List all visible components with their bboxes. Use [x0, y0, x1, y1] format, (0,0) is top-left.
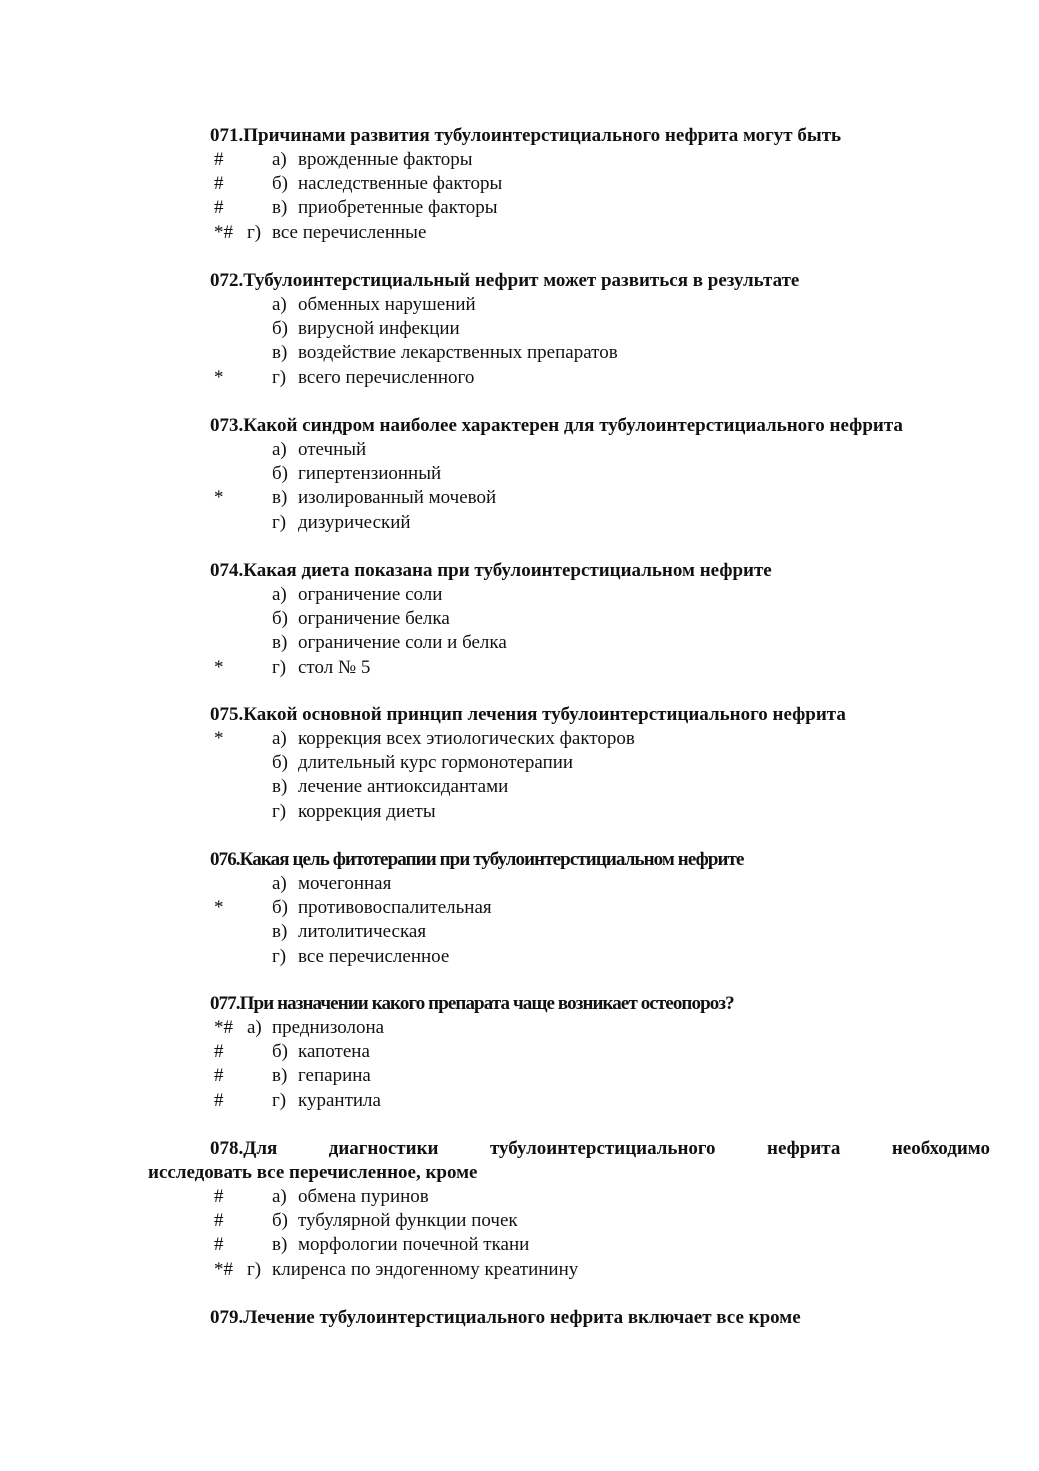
answer-option	[210, 317, 990, 341]
answer-option	[210, 872, 990, 896]
option-letter: а)	[272, 149, 287, 170]
option-text: стол № 5	[298, 656, 371, 678]
option-text: длительный курс гормонотерапии	[298, 752, 574, 774]
option-text: наследственные факторы	[298, 173, 503, 195]
option-text: ограничение соли и белка	[298, 632, 507, 654]
answer-mark: #	[214, 1234, 224, 1256]
answer-option	[210, 1233, 990, 1257]
option-text: все перечисленные	[272, 221, 427, 243]
answer-option	[210, 1064, 990, 1088]
option-text: противовоспалительная	[298, 897, 492, 919]
question-title: 072.Тубулоинтерстициальный нефрит может развиться в результате	[210, 270, 800, 291]
question-079	[210, 1306, 990, 1330]
option-letter: б)	[272, 608, 288, 630]
answer-mark: *#	[214, 1017, 233, 1038]
option-letter: а)	[272, 439, 287, 460]
title-word: 078.Для	[210, 1138, 278, 1159]
option-text: всего перечисленного	[298, 366, 475, 388]
title-word: необходимо	[891, 1138, 990, 1159]
answer-option	[210, 172, 990, 196]
answer-mark: #	[214, 1089, 224, 1111]
option-text: гипертензионный	[298, 463, 442, 485]
option-letter: в)	[272, 1065, 288, 1087]
option-letter: г)	[247, 1258, 262, 1280]
answer-option	[210, 945, 990, 969]
option-letter: г)	[272, 945, 287, 967]
title-word: тубулоинтерстициального	[489, 1138, 716, 1159]
option-text: ограничение белка	[298, 608, 450, 630]
question-075	[210, 703, 990, 824]
question-title: 073.Какой синдром наиболее характерен для тубулоинтерстициального нефрита	[210, 415, 903, 436]
question-title-line-2: исследовать все перечисленное, кроме	[148, 1162, 478, 1183]
option-text: ограничение соли	[298, 584, 443, 605]
option-letter: в)	[272, 342, 288, 364]
option-letter: б)	[272, 1210, 288, 1232]
answer-option-correct	[210, 896, 990, 920]
option-letter: б)	[272, 1041, 288, 1063]
option-text: обмена пуринов	[298, 1186, 429, 1207]
option-letter: а)	[247, 1017, 262, 1038]
answer-option-correct	[210, 1016, 990, 1040]
option-text: все перечисленное	[298, 945, 450, 967]
option-text: отечный	[298, 439, 367, 460]
answer-mark: #	[214, 149, 224, 170]
option-letter: в)	[272, 632, 288, 654]
option-text: изолированный мочевой	[298, 487, 497, 509]
option-text: морфологии почечной ткани	[298, 1234, 530, 1256]
answer-option	[210, 293, 990, 317]
question-title: 076.Какая цель фитотерапии при тубулоинтерстициальном нефрите	[210, 849, 744, 870]
question-072	[210, 269, 990, 390]
answer-option	[210, 438, 990, 462]
answer-option-correct	[210, 486, 990, 510]
option-text: преднизолона	[272, 1017, 385, 1038]
option-letter: б)	[272, 173, 288, 195]
answer-mark: #	[214, 1186, 224, 1207]
answer-option	[210, 196, 990, 220]
answer-option	[210, 583, 990, 607]
answer-option	[210, 1040, 990, 1064]
question-title: 079.Лечение тубулоинтерстициального нефрита включает все кроме	[210, 1307, 801, 1328]
answer-mark: #	[214, 197, 224, 219]
answer-option	[210, 800, 990, 824]
question-title: 075.Какой основной принцип лечения тубулоинтерстициального нефрита	[210, 704, 846, 725]
answer-mark: *	[214, 366, 224, 388]
answer-option	[210, 1089, 990, 1113]
option-letter: в)	[272, 487, 288, 509]
option-text: обменных нарушений	[298, 294, 476, 315]
option-letter: а)	[272, 728, 287, 749]
option-text: мочегонная	[298, 873, 392, 894]
answer-mark: #	[214, 1041, 224, 1063]
option-letter: г)	[272, 800, 287, 822]
answer-option	[210, 148, 990, 172]
answer-option	[210, 1185, 990, 1209]
option-letter: г)	[272, 366, 287, 388]
option-text: вирусной инфекции	[298, 318, 460, 340]
option-text: клиренса по эндогенному креатинину	[272, 1258, 579, 1280]
question-076	[210, 848, 990, 969]
option-letter: г)	[247, 221, 262, 243]
option-text: коррекция диеты	[298, 800, 436, 822]
option-letter: б)	[272, 752, 288, 774]
answer-option	[210, 775, 990, 799]
answer-option	[210, 920, 990, 944]
answer-mark: *	[214, 728, 224, 749]
question-074	[210, 559, 990, 680]
question-title: 077.При назначении какого препарата чаще возникает остеопороз?	[210, 993, 734, 1014]
option-text: гепарина	[298, 1065, 371, 1087]
option-text: литолитическая	[298, 921, 427, 943]
option-letter: в)	[272, 1234, 288, 1256]
answer-option	[210, 341, 990, 365]
question-title: 071.Причинами развития тубулоинтерстициального нефрита могут быть	[210, 125, 842, 146]
option-letter: а)	[272, 294, 287, 315]
answer-mark: #	[214, 1065, 224, 1087]
question-077	[210, 992, 990, 1113]
option-text: курантила	[298, 1089, 381, 1111]
answer-option-correct	[210, 727, 990, 751]
question-071	[210, 124, 990, 245]
option-letter: б)	[272, 463, 288, 485]
option-letter: в)	[272, 776, 288, 798]
option-text: приобретенные факторы	[298, 197, 498, 219]
answer-mark: *#	[214, 1258, 233, 1280]
answer-option	[210, 607, 990, 631]
option-text: коррекция всех этиологических факторов	[298, 728, 635, 749]
option-letter: г)	[272, 511, 287, 533]
question-title-line-1	[210, 1137, 990, 1161]
option-text: воздействие лекарственных препаратов	[298, 342, 618, 364]
option-text: тубулярной функции почек	[298, 1210, 518, 1232]
option-text: лечение антиоксидантами	[298, 776, 509, 798]
option-letter: в)	[272, 197, 288, 219]
option-text: врожденные факторы	[298, 149, 473, 170]
question-title: 074.Какая диета показана при тубулоинтерстициальном нефрите	[210, 560, 772, 581]
answer-mark: #	[214, 1210, 224, 1232]
title-word: диагностики	[328, 1138, 439, 1159]
title-word: нефрита	[767, 1138, 841, 1159]
question-073	[210, 414, 990, 535]
option-letter: б)	[272, 897, 288, 919]
answer-option-correct	[210, 366, 990, 390]
answer-mark: #	[214, 173, 224, 195]
option-letter: а)	[272, 1186, 287, 1207]
option-letter: г)	[272, 1089, 287, 1111]
option-letter: в)	[272, 921, 288, 943]
answer-mark: *	[214, 487, 224, 509]
option-letter: б)	[272, 318, 288, 340]
answer-option	[210, 511, 990, 535]
answer-mark: *#	[214, 221, 233, 243]
option-text: дизурический	[298, 511, 411, 533]
answer-option	[210, 462, 990, 486]
answer-option	[210, 1209, 990, 1233]
answer-option	[210, 751, 990, 775]
option-letter: г)	[272, 656, 287, 678]
answer-option-correct	[210, 656, 990, 680]
option-text: капотена	[298, 1041, 370, 1063]
answer-option-correct	[210, 221, 990, 245]
answer-mark: *	[214, 656, 224, 678]
answer-option-correct	[210, 1258, 990, 1282]
answer-mark: *	[214, 897, 224, 919]
answer-option	[210, 631, 990, 655]
option-letter: а)	[272, 873, 287, 894]
option-letter: а)	[272, 584, 287, 605]
question-078	[148, 1137, 990, 1282]
